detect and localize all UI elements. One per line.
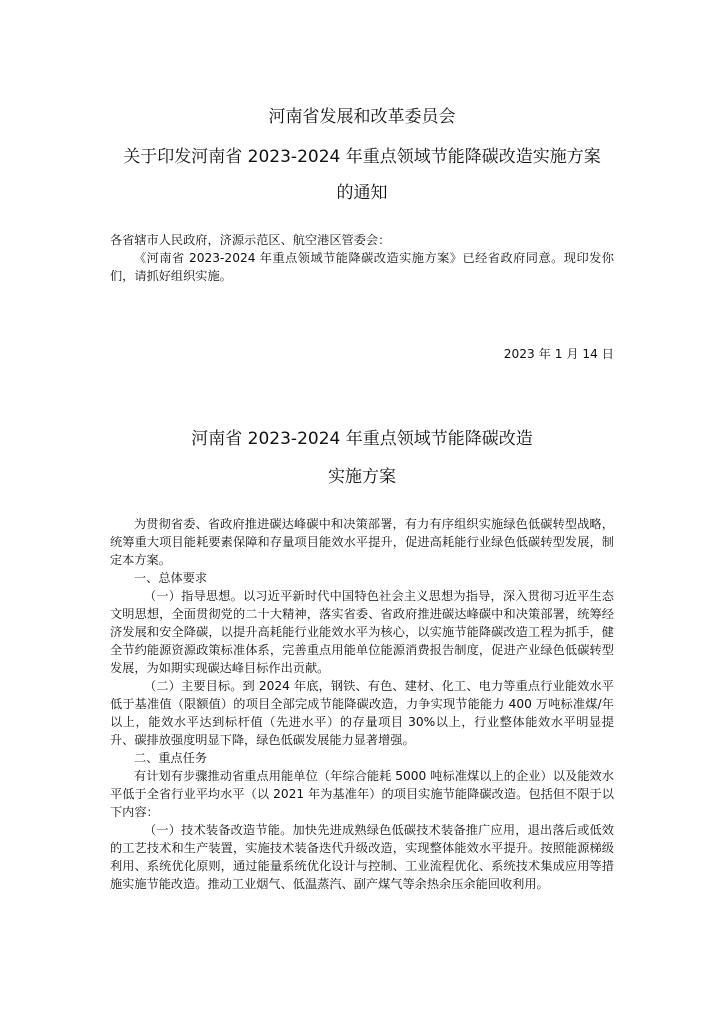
notice-title-line-3: 的通知: [336, 183, 388, 203]
notice-paragraph: 《河南省 2023-2024 年重点领域节能降碳改造实施方案》已经省政府同意。现印发你们，请抓好组织实施。: [110, 251, 614, 283]
section-2-heading: 二、重点任务: [134, 751, 208, 765]
section-1-guiding-ideology: （一）指导思想。以习近平新时代中国特色社会主义思想为指导，深入贯彻习近平生态文明思想，全面贯彻党的二十大精神，落实省委、省政府推进碳达峰碳中和决策部署，统筹经济发展和安全降碳，以提升高耗能行业能效水平为核心，以实施节能降碳改造工程为抓手，健全节约能源资源政策标准体系，完善重点用能单位能源消费报告制度，促进产业绿色低碳转型发展，为如期实现碳达峰目标作出贡献。: [110, 589, 614, 675]
plan-body: [110, 515, 614, 893]
plan-title-line-2: 实施方案: [328, 467, 396, 487]
section-1-main-goals: （二）主要目标。到 2024 年底，钢铁、有色、建材、化工、电力等重点行业能效水平低于基准值（限额值）的项目全部完成节能降碳改造，力争实现节能能力 400 万吨标准煤/年以上，能效水平达到标杆值（先进水平）的存量项目 30%以上，行业整体能效水平明显提升、碳排放强度明显下降，绿色低碳发展能力显著增强。: [110, 679, 614, 747]
notice-title-line-1: 河南省发展和改革委员会: [268, 107, 456, 127]
section-2-intro: 有计划有步骤推动省重点用能单位（年综合能耗 5000 吨标准煤以上的企业）以及能效水平低于全省行业平均水平（以 2021 年为基准年）的项目实施节能降碳改造。包括但不限于以下内容：: [110, 769, 614, 819]
section-1-heading: 一、总体要求: [134, 571, 208, 585]
notice-body: [110, 231, 614, 285]
section-2-equipment-upgrade: （一）技术装备改造节能。加快先进成熟绿色低碳技术装备推广应用，退出落后或低效的工艺技术和生产装置，实施技术装备迭代升级改造，实现整体能效水平提升。按照能源梯级利用、系统优化原则，通过能量系统优化设计与控制、工业流程优化、系统技术集成应用等措施实施节能改造。推动工业烟气、低温蒸汽、副产煤气等余热余压余能回收利用。: [110, 823, 614, 891]
notice-title-line-2: 关于印发河南省 2023-2024 年重点领域节能降碳改造实施方案: [123, 147, 601, 167]
notice-salutation: 各省辖市人民政府，济源示范区、航空港区管委会：: [110, 233, 391, 247]
plan-title-line-1: 河南省 2023-2024 年重点领域节能降碳改造: [191, 429, 533, 449]
notice-date: 2023 年 1 月 14 日: [503, 347, 614, 361]
plan-intro-paragraph: 为贯彻省委、省政府推进碳达峰碳中和决策部署，有力有序组织实施绿色低碳转型战略，统筹重大项目能耗要素保障和存量项目能效水平提升，促进高耗能行业绿色低碳转型发展，制定本方案。: [110, 517, 614, 567]
